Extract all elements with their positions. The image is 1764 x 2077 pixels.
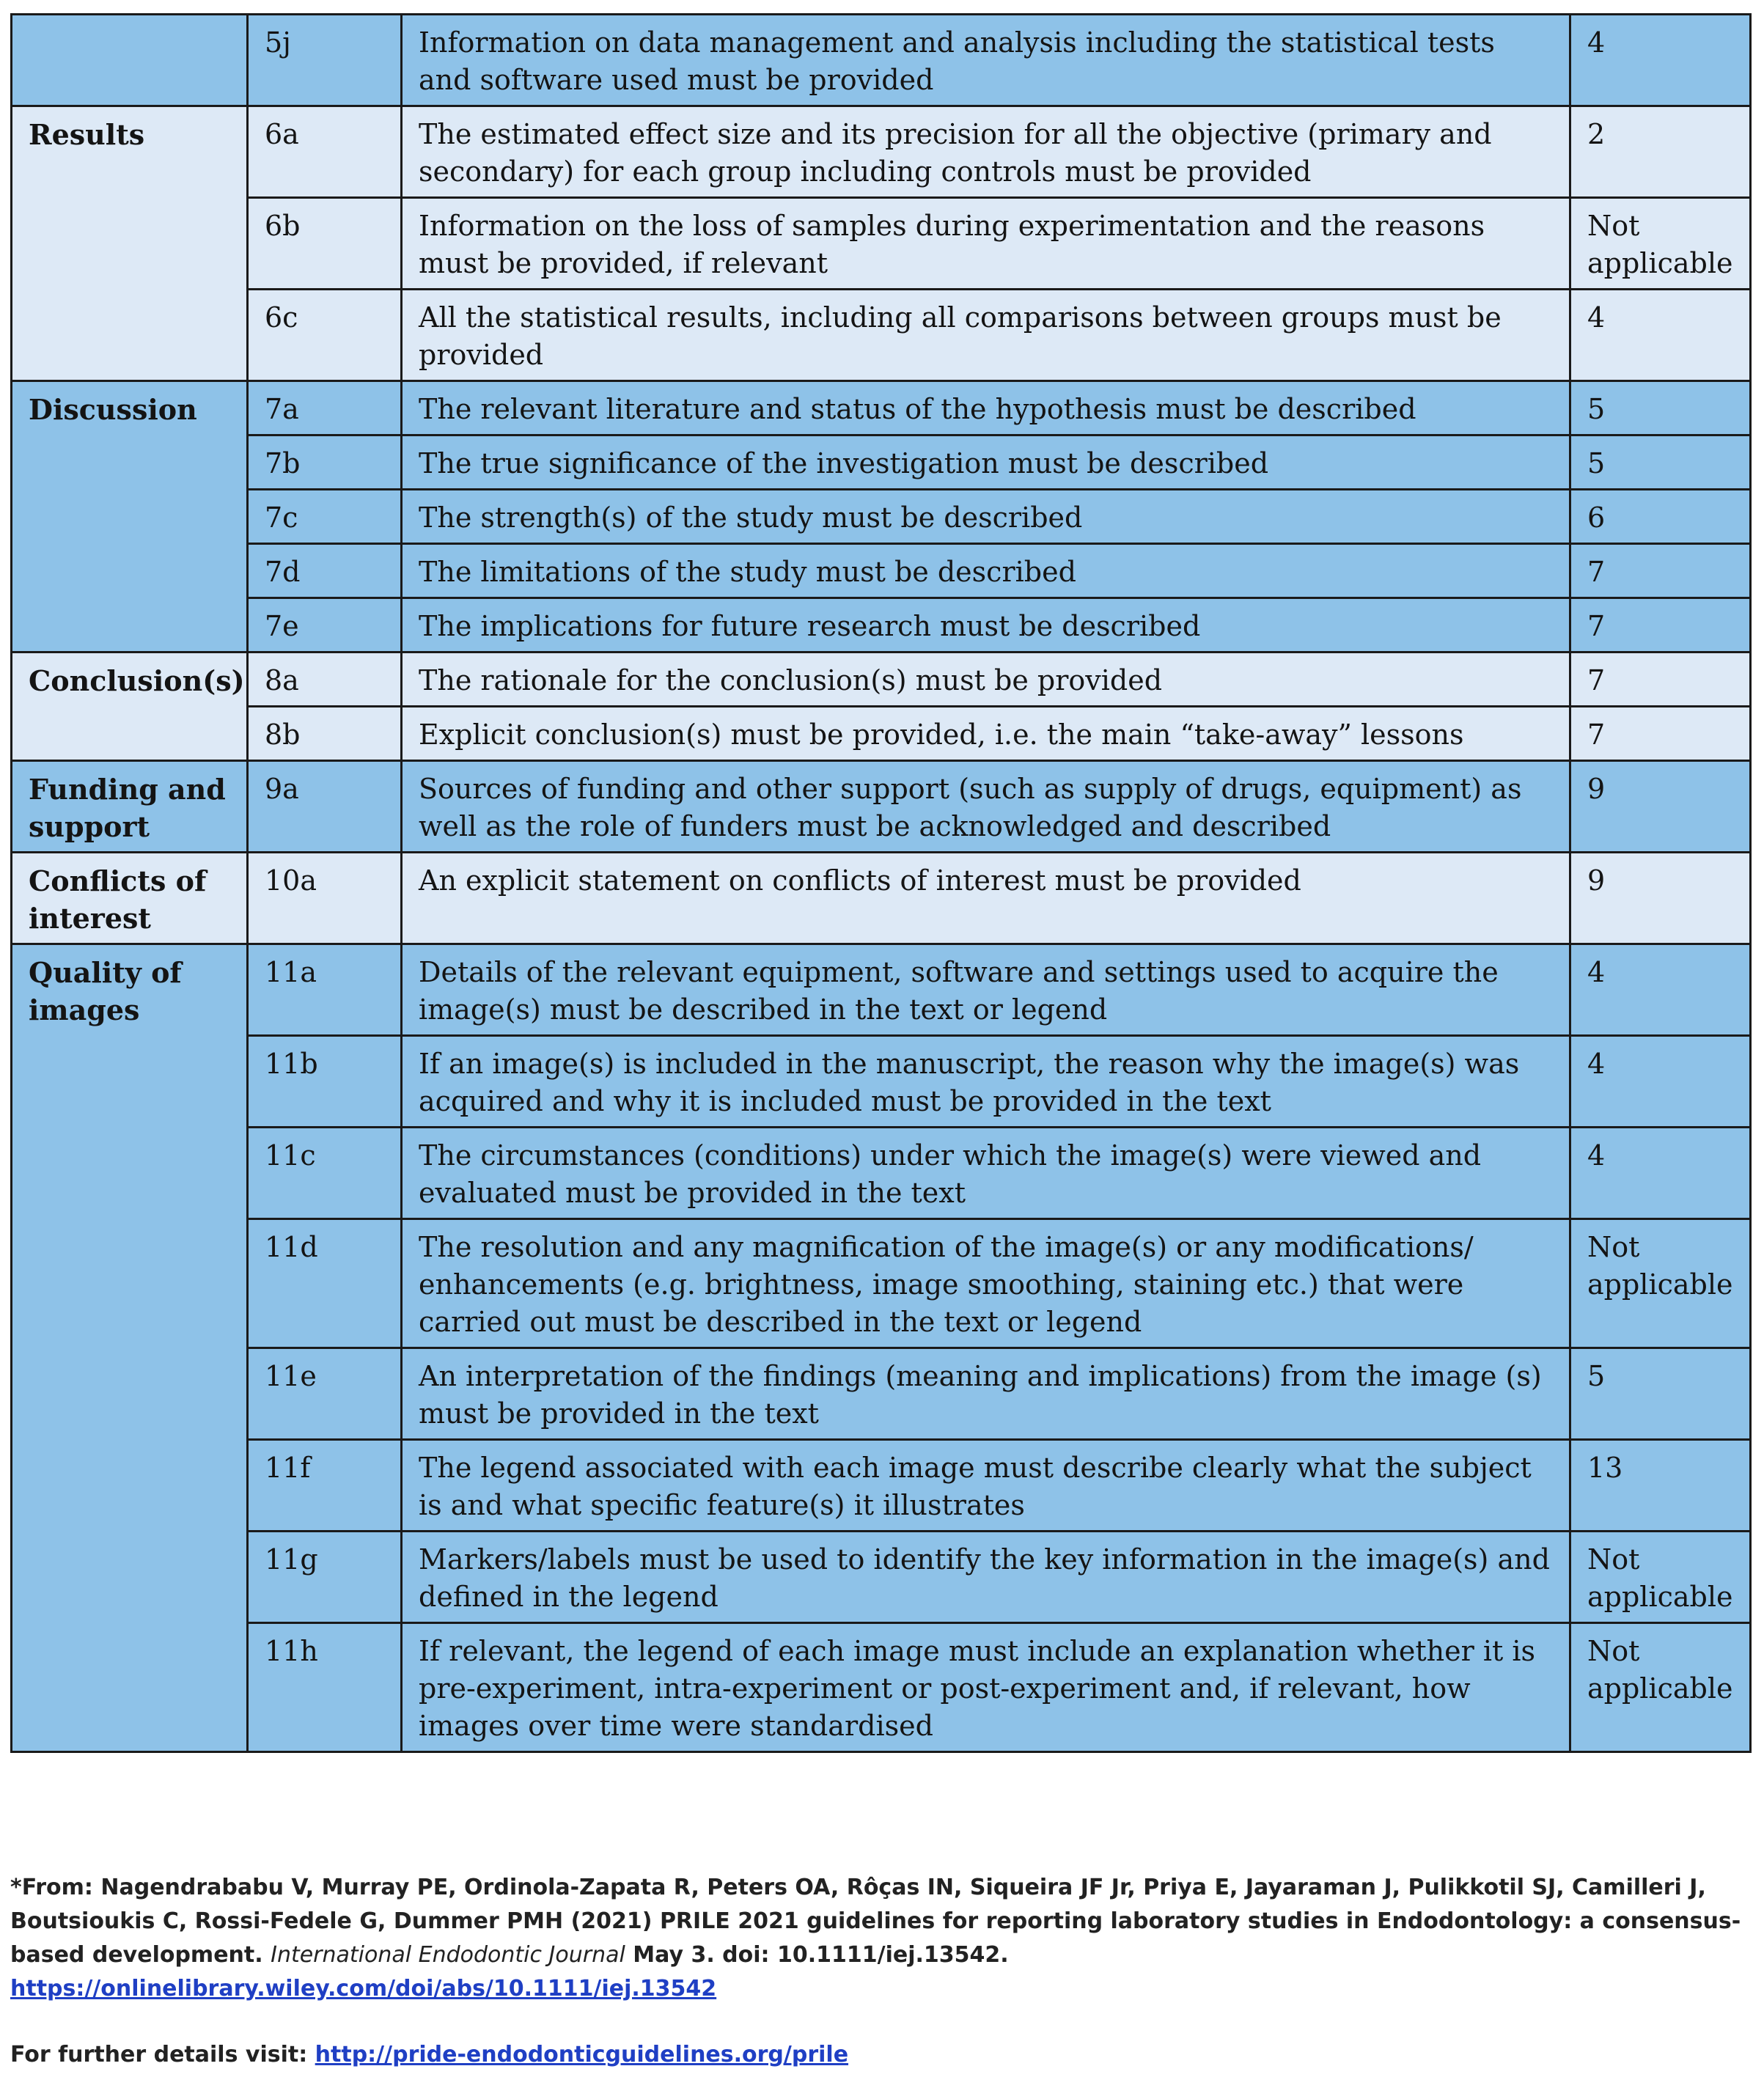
page-number: Not applicable bbox=[1570, 198, 1751, 290]
page-number: 7 bbox=[1570, 707, 1751, 761]
page-number: 2 bbox=[1570, 106, 1751, 198]
item-description: The legend associated with each image must describe clearly what the subject is and what specific feature(s) it illustrates bbox=[402, 1440, 1570, 1532]
item-number: 7c bbox=[248, 490, 402, 544]
table-row bbox=[12, 761, 1751, 853]
section-label bbox=[12, 15, 248, 106]
item-number: 11b bbox=[248, 1036, 402, 1128]
page-number: 7 bbox=[1570, 598, 1751, 652]
item-number: 11c bbox=[248, 1128, 402, 1219]
item-number: 11f bbox=[248, 1440, 402, 1532]
item-description: The circumstances (conditions) under which the image(s) were viewed and evaluated must be provided in the text bbox=[402, 1128, 1570, 1219]
item-description: The rationale for the conclusion(s) must be provided bbox=[402, 652, 1570, 707]
section-label: Funding and support bbox=[12, 761, 248, 853]
item-number: 9a bbox=[248, 761, 402, 853]
page-number: 4 bbox=[1570, 1128, 1751, 1219]
page-number: 7 bbox=[1570, 544, 1751, 598]
citation-authors: *From: Nagendrababu V, Murray PE, Ordinola-Zapata R, Peters OA, Rôças IN, Siqueira JF Jr, Priya E, Jayaraman J, Pulikkotil SJ, Camilleri J, Boutsioukis C, Rossi-Fedele G, Dummer PMH (2021) PRILE 2021 guidelines for reporting laboratory studies in Endodontology: a consensus-based development. bbox=[10, 1875, 1741, 1968]
section-label: Conclusion(s) bbox=[12, 652, 248, 761]
item-number: 7e bbox=[248, 598, 402, 652]
table-row bbox=[12, 290, 1751, 381]
item-description: The estimated effect size and its precision for all the objective (primary and secondary) for each group including controls must be provided bbox=[402, 106, 1570, 198]
table-row bbox=[12, 1440, 1751, 1532]
page-number: 9 bbox=[1570, 853, 1751, 944]
item-number: 6b bbox=[248, 198, 402, 290]
table-row bbox=[12, 15, 1751, 106]
table-row bbox=[12, 435, 1751, 490]
item-number: 8b bbox=[248, 707, 402, 761]
item-number: 7b bbox=[248, 435, 402, 490]
page-number: 7 bbox=[1570, 652, 1751, 707]
table-row bbox=[12, 544, 1751, 598]
page-number: 4 bbox=[1570, 290, 1751, 381]
table-row bbox=[12, 652, 1751, 707]
item-number: 8a bbox=[248, 652, 402, 707]
item-description: The resolution and any magnification of the image(s) or any modifications/ enhancements (e.g. brightness, image smoothing, staining etc.) that were carried out must be described in the text or legend bbox=[402, 1219, 1570, 1348]
table-row bbox=[12, 1219, 1751, 1348]
item-description: All the statistical results, including all comparisons between groups must be provided bbox=[402, 290, 1570, 381]
item-description: An explicit statement on conflicts of interest must be provided bbox=[402, 853, 1570, 944]
page-number: Not applicable bbox=[1570, 1532, 1751, 1623]
item-description: Markers/labels must be used to identify the key information in the image(s) and defined in the legend bbox=[402, 1532, 1570, 1623]
item-description: Explicit conclusion(s) must be provided, i.e. the main “take-away” lessons bbox=[402, 707, 1570, 761]
table-row bbox=[12, 1128, 1751, 1219]
journal-name: International Endodontic Journal bbox=[271, 1942, 625, 1968]
item-description: Information on data management and analysis including the statistical tests and software used must be provided bbox=[402, 15, 1570, 106]
table-row bbox=[12, 1348, 1751, 1440]
page-number: 13 bbox=[1570, 1440, 1751, 1532]
item-description: Details of the relevant equipment, software and settings used to acquire the image(s) must be described in the text or legend bbox=[402, 944, 1570, 1036]
doi-link[interactable]: https://onlinelibrary.wiley.com/doi/abs/10.1111/iej.13542 bbox=[10, 1976, 717, 2001]
item-number: 6a bbox=[248, 106, 402, 198]
item-description: If an image(s) is included in the manuscript, the reason why the image(s) was acquired and why it is included must be provided in the text bbox=[402, 1036, 1570, 1128]
item-number: 11a bbox=[248, 944, 402, 1036]
table-row bbox=[12, 707, 1751, 761]
item-number: 7d bbox=[248, 544, 402, 598]
page-number: 5 bbox=[1570, 381, 1751, 435]
section-label: Conflicts of interest bbox=[12, 853, 248, 944]
item-description: The strength(s) of the study must be described bbox=[402, 490, 1570, 544]
table-row bbox=[12, 944, 1751, 1036]
item-number: 5j bbox=[248, 15, 402, 106]
item-description: An interpretation of the findings (meaning and implications) from the image (s) must be provided in the text bbox=[402, 1348, 1570, 1440]
citation-footer bbox=[10, 1871, 1749, 2072]
item-number: 6c bbox=[248, 290, 402, 381]
item-number: 11h bbox=[248, 1623, 402, 1752]
item-number: 7a bbox=[248, 381, 402, 435]
table-row bbox=[12, 1532, 1751, 1623]
item-description: The implications for future research must be described bbox=[402, 598, 1570, 652]
page-number: 4 bbox=[1570, 15, 1751, 106]
table-row bbox=[12, 853, 1751, 944]
page-number: 6 bbox=[1570, 490, 1751, 544]
checklist-body bbox=[12, 15, 1751, 1752]
item-description: The true significance of the investigation must be described bbox=[402, 435, 1570, 490]
item-description: The relevant literature and status of the hypothesis must be described bbox=[402, 381, 1570, 435]
item-number: 11d bbox=[248, 1219, 402, 1348]
table-row bbox=[12, 1036, 1751, 1128]
item-number: 11g bbox=[248, 1532, 402, 1623]
table-row bbox=[12, 490, 1751, 544]
item-description: The limitations of the study must be described bbox=[402, 544, 1570, 598]
item-number: 11e bbox=[248, 1348, 402, 1440]
item-description: If relevant, the legend of each image must include an explanation whether it is pre-experiment, intra-experiment or post-experiment and, if relevant, how images over time were standardised bbox=[402, 1623, 1570, 1752]
item-number: 10a bbox=[248, 853, 402, 944]
page-number: 5 bbox=[1570, 435, 1751, 490]
section-label: Discussion bbox=[12, 381, 248, 652]
item-description: Information on the loss of samples during experimentation and the reasons must be provided, if relevant bbox=[402, 198, 1570, 290]
section-label: Results bbox=[12, 106, 248, 381]
further-details-label: For further details visit: bbox=[10, 2042, 308, 2067]
page-number: 4 bbox=[1570, 944, 1751, 1036]
table-row bbox=[12, 598, 1751, 652]
citation-text bbox=[10, 1871, 1749, 1972]
item-description: Sources of funding and other support (such as supply of drugs, equipment) as well as the role of funders must be acknowledged and described bbox=[402, 761, 1570, 853]
page-number: Not applicable bbox=[1570, 1219, 1751, 1348]
section-label: Quality of images bbox=[12, 944, 248, 1752]
page-number: 4 bbox=[1570, 1036, 1751, 1128]
prile-link[interactable]: http://pride-endodonticguidelines.org/prile bbox=[315, 2042, 849, 2067]
checklist-table bbox=[10, 13, 1752, 1753]
page-number: 9 bbox=[1570, 761, 1751, 853]
further-details bbox=[10, 2038, 1749, 2072]
citation-doi: May 3. doi: 10.1111/iej.13542. bbox=[633, 1942, 1009, 1968]
table-row bbox=[12, 198, 1751, 290]
table-row bbox=[12, 106, 1751, 198]
page-number: 5 bbox=[1570, 1348, 1751, 1440]
table-row bbox=[12, 381, 1751, 435]
page-number: Not applicable bbox=[1570, 1623, 1751, 1752]
table-row bbox=[12, 1623, 1751, 1752]
